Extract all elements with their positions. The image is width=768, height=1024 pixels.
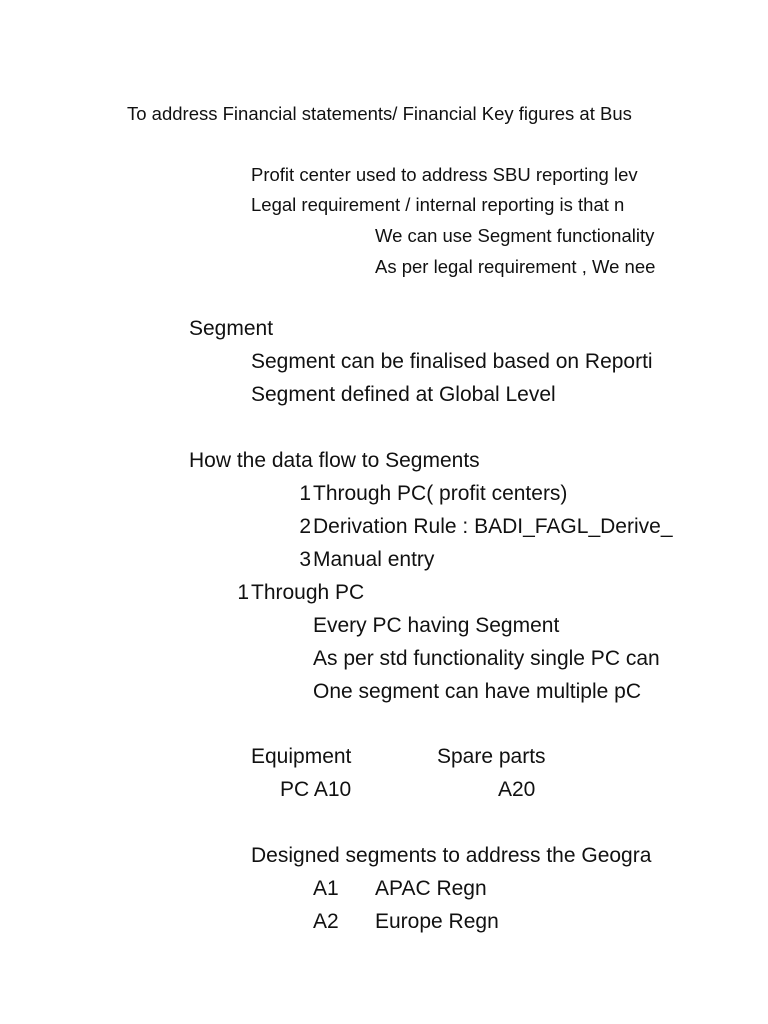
table-cell-spare-parts-pc: A20 [498, 778, 536, 801]
flow-heading: How the data flow to Segments [189, 449, 480, 472]
segment-functionality-line: We can use Segment functionality [375, 225, 655, 246]
region-name: Europe Regn [375, 910, 499, 933]
flow-item-number: 2 [299, 515, 311, 538]
flow-item-number: 3 [299, 548, 311, 571]
pc-point: One segment can have multiple pC [313, 680, 642, 703]
segment-point: Segment defined at Global Level [251, 383, 556, 406]
pc-point: Every PC having Segment [313, 614, 560, 637]
table-header-equipment: Equipment [251, 745, 352, 768]
flow-item-number: 1 [299, 482, 311, 505]
segment-point: Segment can be finalised based on Reporti [251, 350, 653, 373]
intro-line: To address Financial statements/ Financial Key figures at Bus [127, 103, 632, 124]
table-header-spare-parts: Spare parts [437, 745, 546, 768]
through-pc-heading: Through PC [251, 581, 365, 604]
legal-need-line: As per legal requirement , We nee [375, 256, 656, 277]
flow-item-text: Through PC( profit centers) [313, 482, 568, 505]
region-code: A1 [313, 877, 339, 900]
through-pc-number: 1 [237, 581, 249, 604]
segment-heading: Segment [189, 317, 274, 340]
table-cell-equipment-pc: PC A10 [280, 778, 352, 801]
region-code: A2 [313, 910, 339, 933]
flow-item-text: Derivation Rule : BADI_FAGL_Derive_ [313, 515, 673, 538]
region-name: APAC Regn [375, 877, 487, 900]
flow-item-text: Manual entry [313, 548, 435, 571]
legal-requirement-line: Legal requirement / internal reporting is that n [251, 194, 625, 215]
pc-point: As per std functionality single PC can [313, 647, 660, 670]
profit-center-line: Profit center used to address SBU reporting lev [251, 164, 638, 185]
geography-line: Designed segments to address the Geogra [251, 844, 652, 867]
